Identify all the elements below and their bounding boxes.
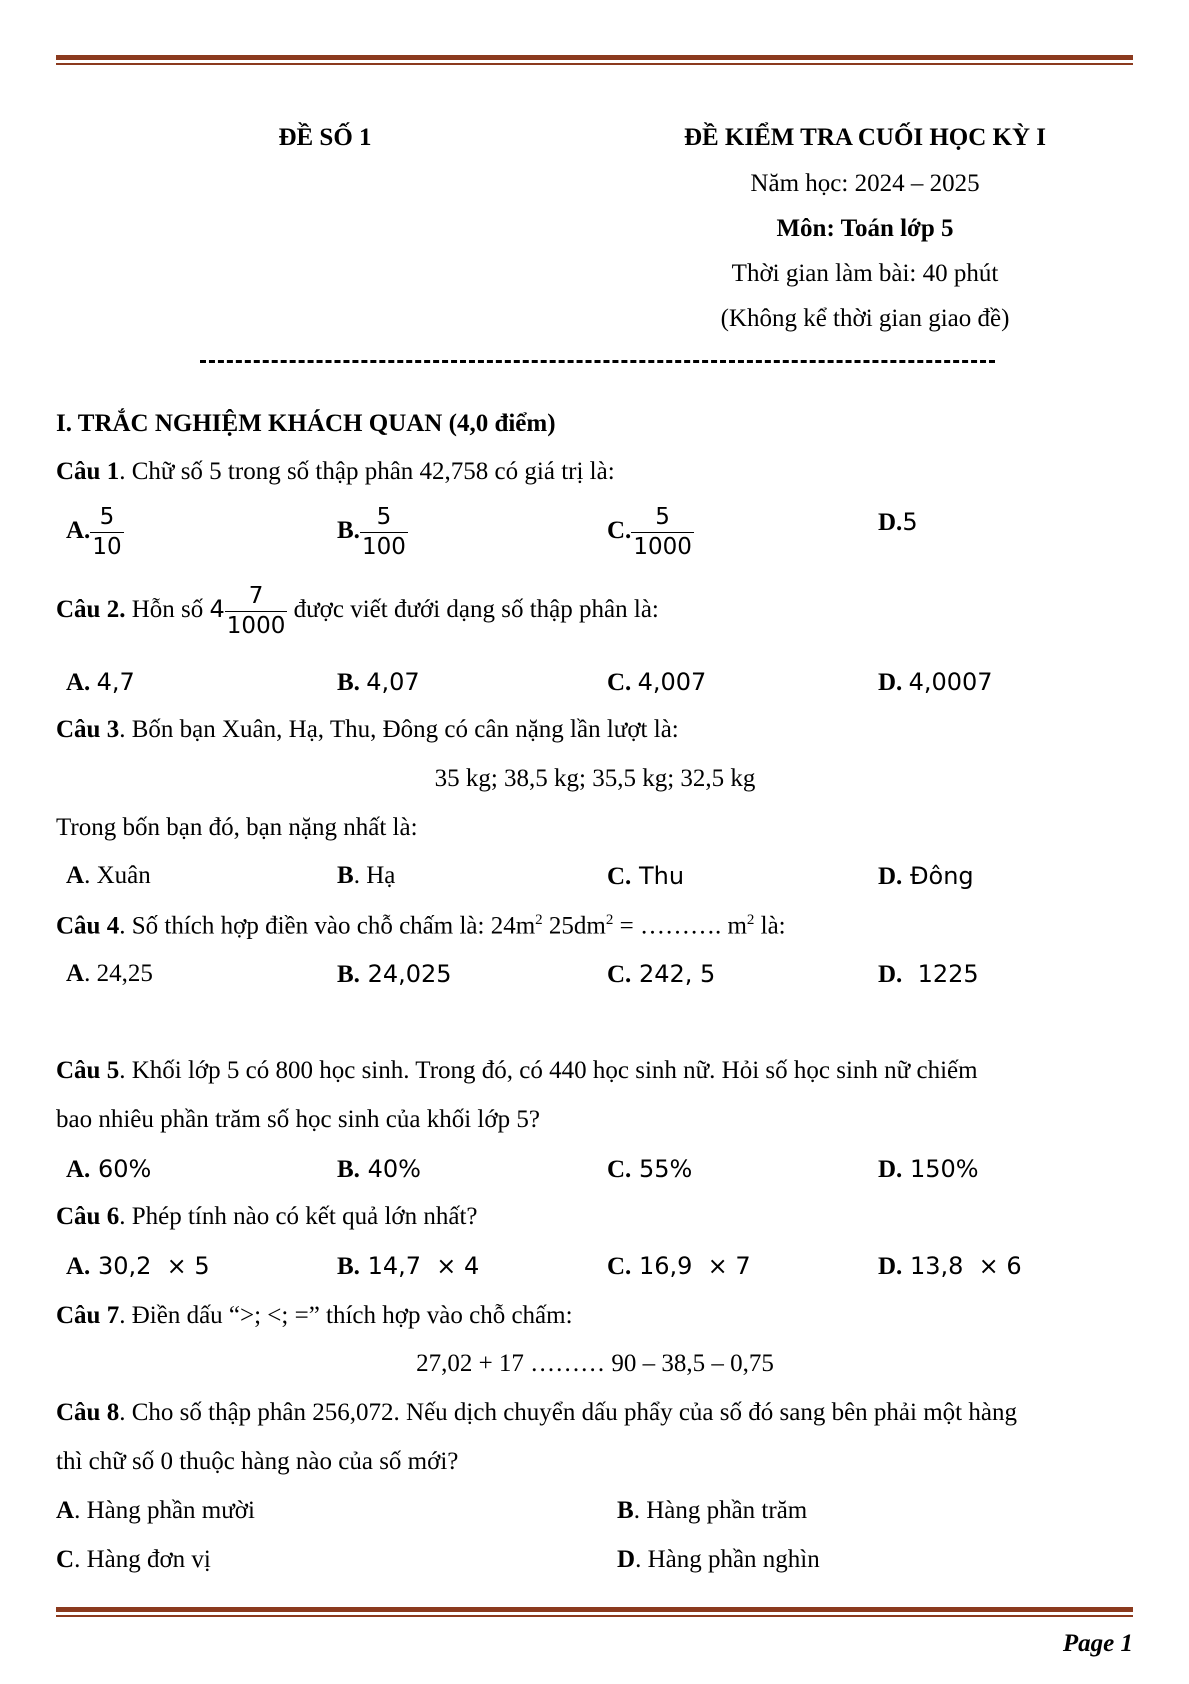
q4-option-b [337, 960, 452, 989]
comparison-expression: 27,02 + 17 ……… 90 – 38,5 – 0,75 [416, 1350, 774, 1377]
option-letter: B. [337, 961, 360, 988]
fraction-numerator: 5 [376, 504, 392, 530]
option-text: . Hạ [353, 862, 396, 889]
subject: Môn: Toán lớp 5 [776, 215, 954, 242]
option-letter: A. [66, 669, 91, 696]
question-3 [56, 716, 679, 744]
q6-option-d [878, 1252, 1022, 1281]
q5-option-c [607, 1155, 692, 1184]
q3-option-c [607, 862, 684, 891]
option-letter: B. [337, 1156, 360, 1183]
question-label: Câu 7 [56, 1302, 120, 1329]
q2-option-a [66, 668, 135, 697]
option-text: 13,8 × 6 [902, 1252, 1022, 1280]
option-letter: B. [337, 516, 360, 544]
option-text: 16,9 × 7 [631, 1252, 751, 1280]
option-letter: C. [607, 669, 632, 696]
option-letter: D. [878, 1156, 903, 1183]
question-label: Câu 8 [56, 1399, 120, 1426]
question-4 [56, 912, 786, 940]
q4-option-c [607, 960, 715, 989]
option-text: 30,2 × 5 [90, 1252, 210, 1280]
question-text: là: [754, 912, 786, 940]
option-text: . Hàng phần trăm [633, 1497, 808, 1524]
top-border [56, 55, 1133, 65]
fraction-numerator: 5 [99, 504, 115, 530]
option-text: . 24,25 [84, 960, 153, 987]
question-text: . Chữ số 5 trong số thập phân 42,758 có giá trị là: [119, 458, 615, 485]
question-8-line-2: thì chữ số 0 thuộc hàng nào của số mới? [56, 1448, 459, 1475]
question-text: . Cho số thập phân 256,072. Nếu dịch chuyển dấu phẩy của số đó sang bên phải một hàng [119, 1399, 1017, 1426]
option-text: 4,07 [366, 668, 420, 696]
q4-option-d [878, 960, 979, 989]
option-text: 150% [902, 1155, 979, 1183]
superscript: 2 [605, 912, 614, 928]
option-letter: B. [337, 1253, 360, 1280]
question-2 [56, 582, 659, 641]
option-letter: A. [66, 1156, 91, 1183]
option-letter: A. [66, 1253, 91, 1280]
option-letter: D. [878, 961, 903, 988]
fraction-numerator: 5 [655, 504, 670, 530]
option-text: 60% [90, 1155, 152, 1183]
question-label: Câu 6 [56, 1203, 120, 1230]
question-text: = ………. m [613, 912, 747, 940]
option-text: Thu [631, 862, 685, 890]
question-6 [56, 1203, 478, 1231]
exam-number: ĐỀ SỐ 1 [278, 124, 372, 151]
fraction-denominator: 1000 [633, 533, 692, 560]
question-label: Câu 3 [56, 716, 120, 743]
option-letter: B [617, 1497, 634, 1524]
q8-option-a [56, 1497, 255, 1525]
option-letter: D [617, 1546, 636, 1573]
weights-list: 35 kg; 38,5 kg; 35,5 kg; 32,5 kg [434, 765, 756, 792]
option-letter: D. [878, 669, 903, 696]
q4-option-a [66, 960, 153, 988]
option-letter: D. [878, 1253, 903, 1280]
question-text: được viết đưới dạng số thập phân là: [287, 595, 659, 623]
option-text: 1225 [902, 960, 979, 988]
superscript: 2 [535, 912, 543, 928]
option-text: 24,025 [359, 960, 452, 988]
option-text: . Hàng phần nghìn [635, 1546, 820, 1573]
time-limit: Thời gian làm bài: 40 phút [731, 260, 999, 287]
q8-option-c [56, 1546, 211, 1574]
q6-option-c [607, 1252, 751, 1281]
superscript: 2 [746, 912, 755, 928]
question-5-line-2: bao nhiêu phần trăm số học sinh của khối lớp 5? [56, 1106, 540, 1133]
question-7 [56, 1302, 573, 1330]
question-text: . Điền dấu “>; <; =” thích hợp vào chỗ chấm: [119, 1302, 573, 1329]
option-letter: A [56, 1497, 75, 1524]
q6-option-b [337, 1252, 479, 1281]
option-letter: C. [607, 1253, 632, 1280]
option-letter: D. [878, 509, 903, 536]
fraction-denominator: 10 [92, 533, 122, 560]
question-text: . Khối lớp 5 có 800 học sinh. Trong đó, có 440 học sinh nữ. Hỏi số học sinh nữ chiếm [119, 1057, 978, 1084]
question-label: Câu 5 [56, 1057, 120, 1084]
question-text: . Bốn bạn Xuân, Hạ, Thu, Đông có cân nặng lần lượt là: [119, 716, 679, 743]
q3-option-a [66, 862, 151, 890]
question-label: Câu 4 [56, 912, 120, 940]
option-text: . Xuân [84, 862, 151, 889]
q2-option-c [607, 668, 706, 697]
page-number: Page 1 [1062, 1630, 1133, 1657]
option-letter: C. [607, 516, 632, 544]
question-text: . Phép tính nào có kết quả lớn nhất? [119, 1203, 478, 1230]
q3-option-b [337, 862, 395, 890]
q8-option-d [617, 1546, 820, 1574]
option-letter: D. [878, 863, 903, 890]
question-text: 25dm [542, 912, 606, 940]
separator-line [200, 360, 995, 363]
option-letter: C. [607, 863, 632, 890]
question-text: Hỗn số [125, 595, 210, 623]
fraction-denominator: 1000 [226, 612, 286, 639]
option-letter: A [66, 960, 85, 987]
fraction-numerator: 7 [248, 583, 264, 609]
q3-option-d [878, 862, 974, 891]
q5-option-a [66, 1155, 151, 1184]
question-label: Câu 1 [56, 458, 120, 485]
option-text: 14,7 × 4 [359, 1252, 480, 1280]
option-text: 55% [631, 1155, 693, 1183]
option-text: . Hàng phần mười [74, 1497, 255, 1524]
mixed-number-whole: 4 [209, 594, 225, 623]
option-text: 4,007 [637, 668, 707, 696]
option-text: 40% [359, 1155, 421, 1183]
q1-option-c [607, 503, 694, 562]
q8-option-b [617, 1497, 807, 1525]
question-text: . Số thích hợp điền vào chỗ chấm là: 24m [119, 912, 536, 940]
q6-option-a [66, 1252, 210, 1281]
time-note: (Không kể thời gian giao đề) [720, 305, 1010, 332]
q3-question: Trong bốn bạn đó, bạn nặng nhất là: [56, 814, 418, 841]
question-1 [56, 458, 615, 486]
option-text: 4,7 [96, 668, 135, 696]
option-text: 242, 5 [631, 960, 716, 988]
option-letter: A. [66, 516, 91, 544]
option-text: . Hàng đơn vị [74, 1546, 211, 1573]
option-letter: C. [607, 1156, 632, 1183]
q2-option-d [878, 668, 993, 697]
q2-option-b [337, 668, 420, 697]
section-title: I. TRẮC NGHIỆM KHÁCH QUAN (4,0 điểm) [56, 410, 556, 437]
exam-title: ĐỀ KIỂM TRA CUỐI HỌC KỲ I [683, 124, 1047, 151]
bottom-border [56, 1607, 1133, 1617]
question-label: Câu 2. [56, 595, 126, 623]
school-year: Năm học: 2024 – 2025 [750, 170, 980, 197]
option-text: Đông [902, 862, 974, 890]
q1-option-b [337, 503, 408, 562]
option-letter: C. [607, 961, 632, 988]
question-5 [56, 1057, 978, 1085]
fraction-denominator: 100 [361, 533, 406, 560]
q5-option-d [878, 1155, 979, 1184]
q1-option-d [878, 508, 918, 537]
option-letter: B. [337, 669, 360, 696]
option-text: 5 [902, 508, 918, 536]
q5-option-b [337, 1155, 421, 1184]
q1-option-a [66, 503, 124, 562]
option-text: 4,0007 [908, 668, 993, 696]
option-letter: A [66, 862, 85, 889]
option-letter: C [56, 1546, 75, 1573]
question-8 [56, 1399, 1017, 1427]
option-letter: B [337, 862, 354, 889]
